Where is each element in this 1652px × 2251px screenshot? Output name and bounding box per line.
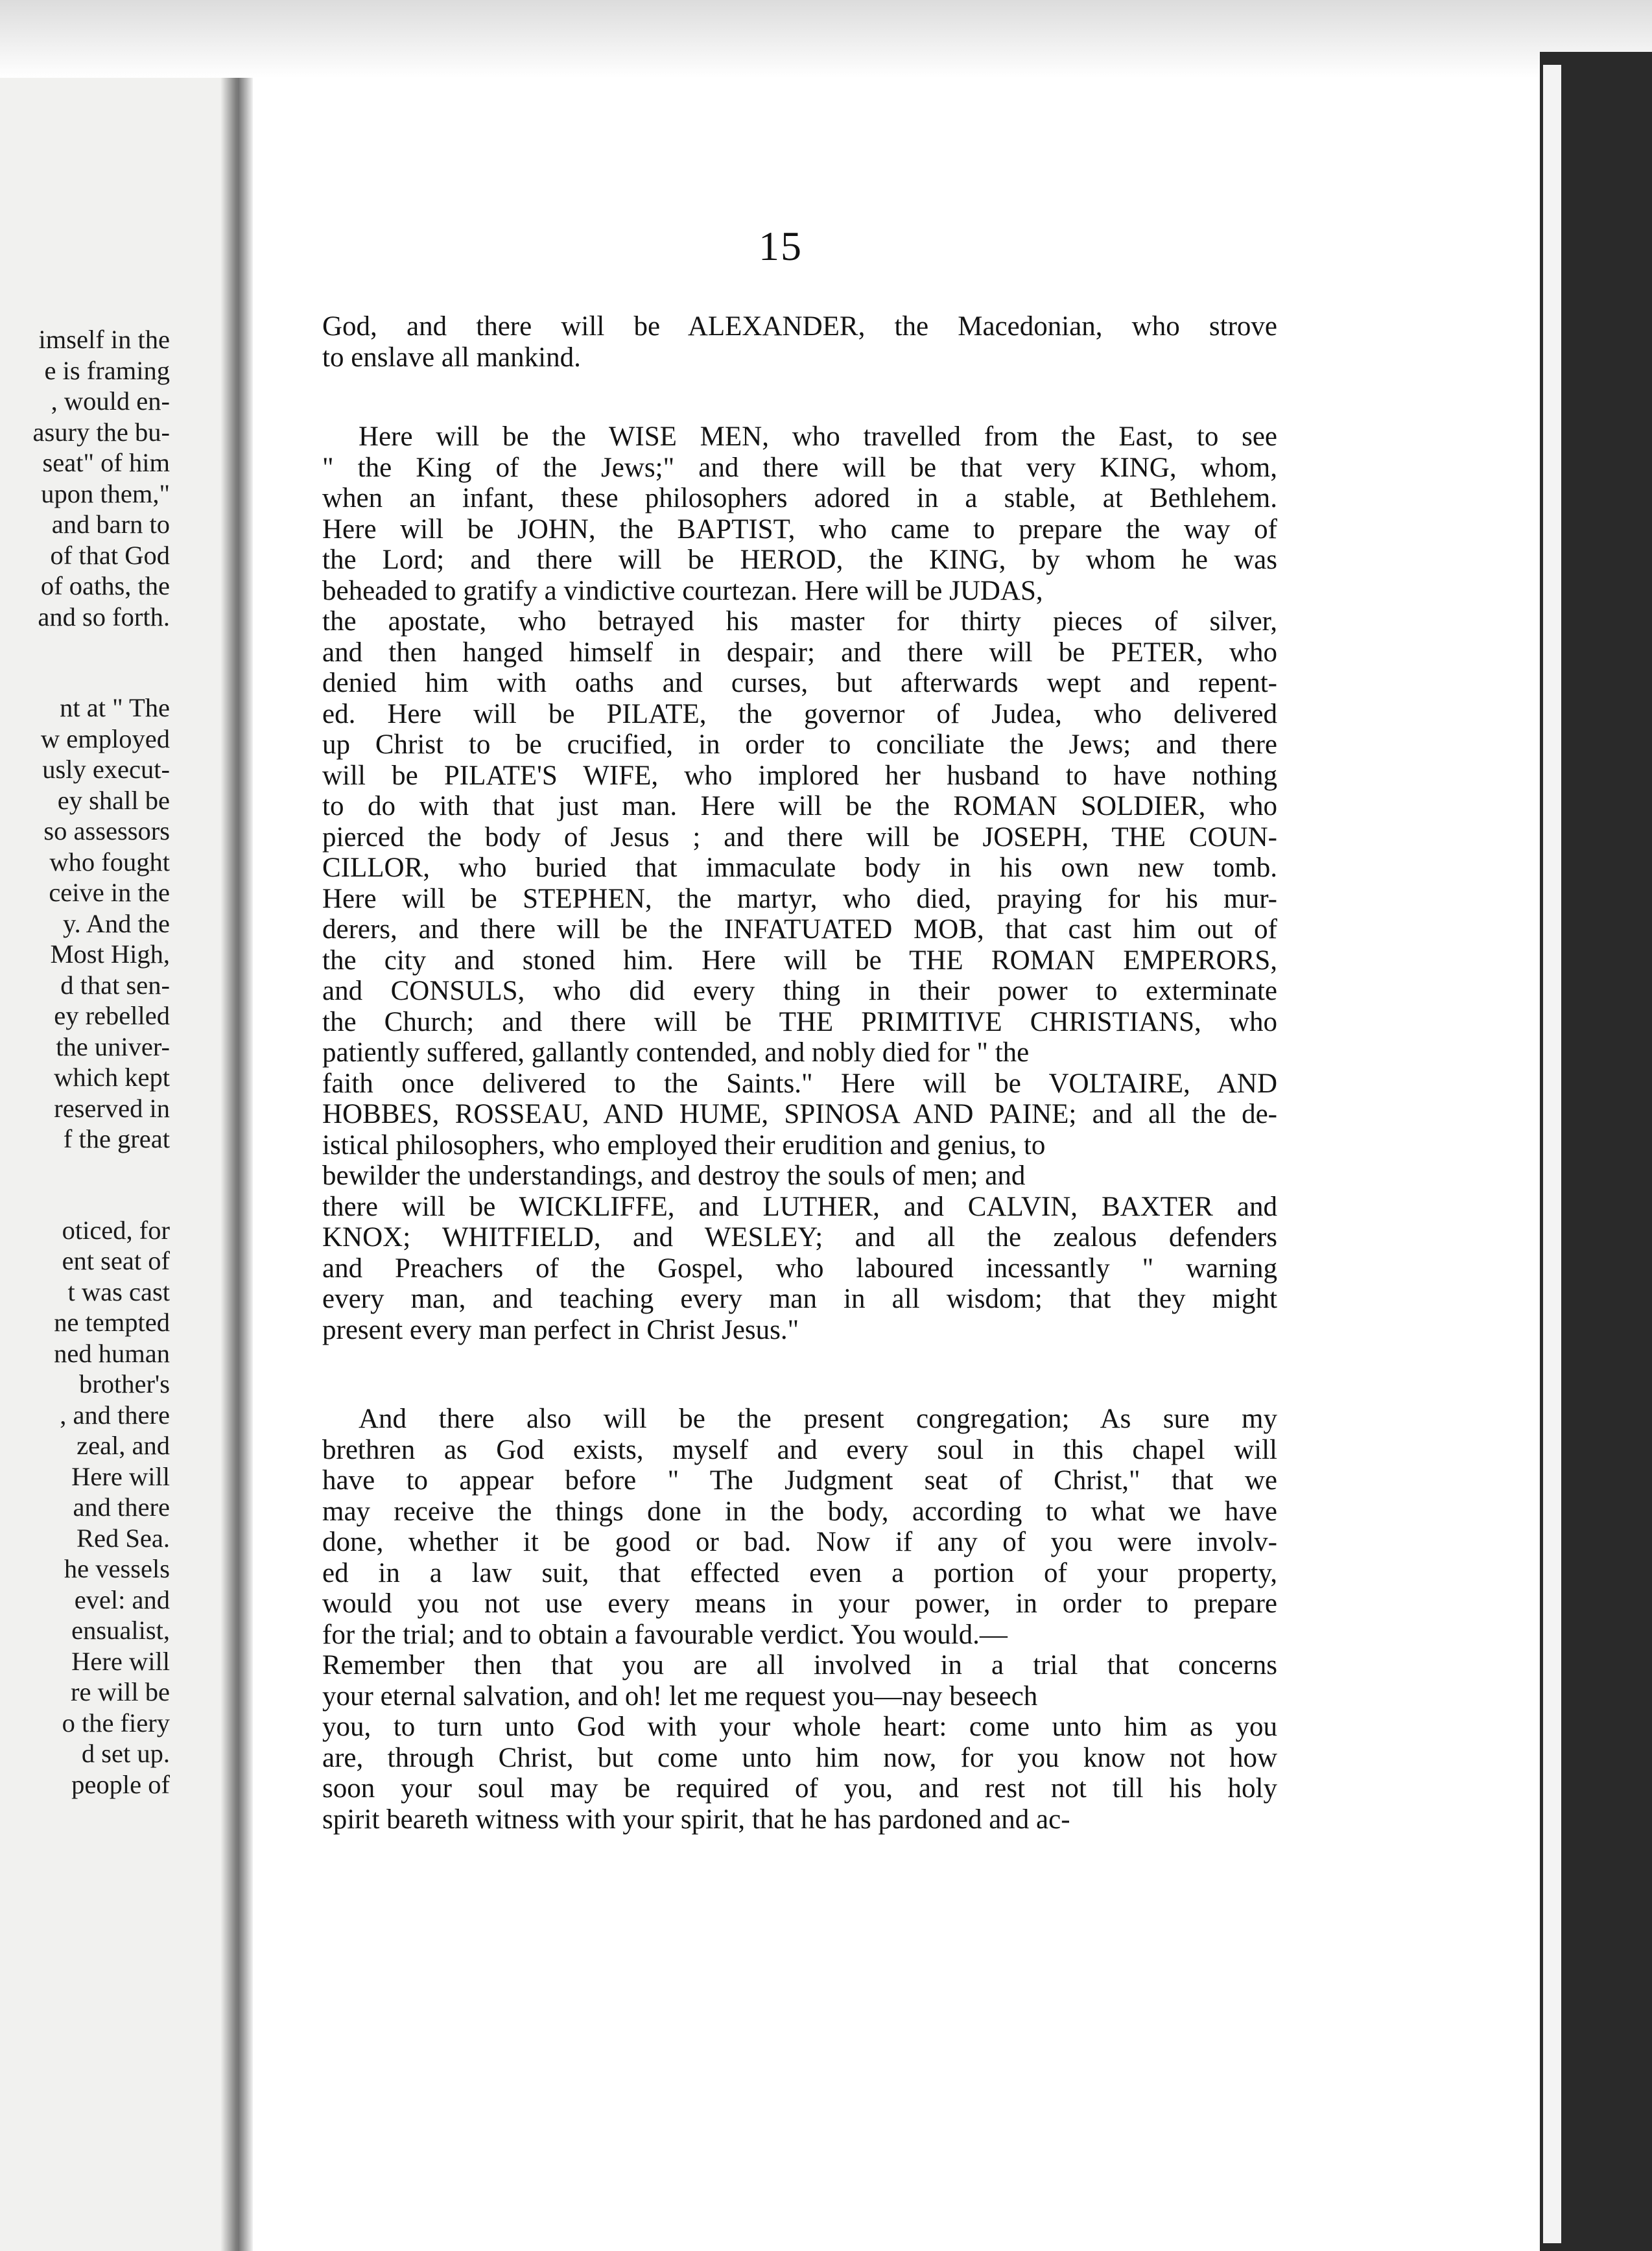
left-line: oticed, for (62, 1215, 170, 1245)
text-line: your eternal salvation, and oh! let me request you—nay beseech (322, 1680, 1038, 1712)
page-body-text (322, 311, 1277, 1835)
left-line: , would en- (51, 386, 170, 416)
text-line: faith once delivered to the Saints." Here will be VOLTAIRE, AND (322, 1068, 1277, 1099)
text-line: and Preachers of the Gospel, who laboured incessantly " warning (322, 1253, 1277, 1284)
left-line: brother's (78, 1369, 170, 1398)
text-line: istical philosophers, who employed their erudition and genius, to (322, 1129, 1046, 1161)
text-line: and CONSULS, who did every thing in their power to exterminate (322, 976, 1277, 1006)
text-line: spirit beareth witness with your spirit, that he has pardoned and ac- (322, 1804, 1070, 1835)
text-line: patiently suffered, gallantly contended, and nobly died for " the (322, 1037, 1030, 1068)
text-line: for the trial; and to obtain a favourable verdict. You would.— (322, 1619, 1008, 1650)
text-line: Here will be STEPHEN, the martyr, who died, praying for his mur- (322, 883, 1277, 914)
left-line: the univer- (56, 1031, 170, 1061)
left-line: Red Sea. (77, 1523, 170, 1553)
text-line: the Church; and there will be THE PRIMITIVE CHRISTIANS, who (322, 1006, 1277, 1037)
text-line: KNOX; WHITFIELD, and WESLEY; and all the zealous defenders (322, 1222, 1277, 1253)
text-line: the Lord; and there will be HEROD, the KING, by whom he was (322, 545, 1277, 575)
left-line: people of (71, 1769, 170, 1799)
text-line: done, whether it be good or bad. Now if any of you were involv- (322, 1527, 1277, 1557)
text-line: to enslave all mankind. (322, 342, 581, 373)
left-line: and barn to (51, 510, 170, 539)
text-line: Here will be JOHN, the BAPTIST, who came to prepare the way of (322, 513, 1277, 545)
text-line: will be PILATE'S WIFE, who implored her husband to have nothing (322, 760, 1277, 791)
text-line: denied him with oaths and curses, but afterwards wept and repent- (322, 668, 1277, 698)
left-gap (0, 1155, 170, 1215)
scan-top-border (0, 0, 1652, 78)
left-line: Here will (71, 1461, 170, 1491)
text-line: present every man perfect in Christ Jesus." (322, 1314, 799, 1345)
left-line: d that sen- (60, 970, 170, 1000)
left-line: Here will (71, 1646, 170, 1676)
left-line: which kept (54, 1063, 170, 1092)
text-line: derers, and there will be the INFATUATED MOB, that cast him out of (322, 914, 1277, 945)
text-line: CILLOR, who buried that immaculate body in his own new tomb. (322, 853, 1277, 883)
left-line: , and there (60, 1400, 170, 1430)
left-line: e is framing (44, 355, 170, 385)
text-line: HOBBES, ROSSEAU, AND HUME, SPINOSA AND PAINE; and all the de- (322, 1099, 1277, 1129)
left-line: o the fiery (62, 1708, 170, 1738)
text-line: soon your soul may be required of you, and rest not till his holy (322, 1773, 1277, 1804)
left-line: re will be (71, 1677, 170, 1706)
text-line: God, and there will be ALEXANDER, the Macedonian, who strove (322, 311, 1277, 342)
left-line: ey shall be (57, 785, 170, 815)
text-line: would you not use every means in your power, in order to prepare (322, 1588, 1277, 1619)
text-line: ed in a law suit, that effected even a portion of your property, (322, 1557, 1277, 1588)
left-line: ensualist, (71, 1616, 170, 1645)
left-line: d set up. (81, 1739, 170, 1768)
paragraph-gap (322, 1345, 1277, 1404)
text-line: and then hanged himself in despair; and there will be PETER, who (322, 637, 1277, 668)
page-edge-highlight (1543, 65, 1561, 2243)
text-line: every man, and teaching every man in all wisdom; that they might (322, 1284, 1277, 1314)
left-line: he vessels (64, 1554, 170, 1583)
text-line: when an infant, these philosophers adored in a stable, at Bethlehem. (322, 483, 1277, 513)
left-line: of that God (50, 540, 170, 570)
left-line: w employed (40, 724, 170, 753)
text-line: to do with that just man. Here will be the ROMAN SOLDIER, who (322, 791, 1277, 821)
left-line: ceive in the (49, 878, 170, 907)
text-line: have to appear before " The Judgment seat of Christ," that we (322, 1465, 1277, 1496)
left-line: nt at " The (60, 693, 170, 722)
page-number: 15 (759, 223, 803, 269)
left-line: and there (73, 1492, 170, 1522)
left-line: zeal, and (77, 1431, 170, 1460)
text-line: the city and stoned him. Here will be THE ROMAN EMPERORS, (322, 945, 1277, 976)
text-line: brethren as God exists, myself and every soul in this chapel will (322, 1434, 1277, 1465)
left-line: of oaths, the (40, 571, 170, 600)
text-line: there will be WICKLIFFE, and LUTHER, and CALVIN, BAXTER and (322, 1191, 1277, 1222)
left-line: usly execut- (42, 755, 170, 784)
left-line: ey rebelled (54, 1001, 170, 1030)
text-line: up Christ to be crucified, in order to conciliate the Jews; and there (322, 729, 1277, 760)
text-line: pierced the body of Jesus ; and there will be JOSEPH, THE COUN- (322, 821, 1277, 853)
left-line: ne tempted (54, 1308, 170, 1337)
left-line: and so forth. (38, 602, 170, 631)
left-line: seat" of him (42, 448, 170, 477)
left-line: reserved in (54, 1093, 170, 1123)
paragraph-gap (322, 373, 1277, 421)
left-line: ent seat of (62, 1246, 170, 1275)
text-line: " the King of the Jews;" and there will be that very KING, whom, (322, 452, 1277, 483)
left-line: ned human (54, 1338, 170, 1368)
left-line: imself in the (38, 325, 170, 354)
text-line: the apostate, who betrayed his master for thirty pieces of silver, (322, 606, 1277, 637)
left-line: evel: and (74, 1585, 170, 1614)
previous-page-fragment (0, 0, 237, 2251)
left-line: t was cast (67, 1277, 170, 1306)
left-line: upon them," (41, 478, 170, 508)
text-line: And there also will be the present congregation; As sure my (359, 1404, 1277, 1434)
text-line: bewilder the understandings, and destroy the souls of men; and (322, 1161, 1026, 1191)
text-line: ed. Here will be PILATE, the governor of Judea, who delivered (322, 698, 1277, 729)
left-gap (0, 632, 170, 692)
left-line: f the great (63, 1124, 170, 1153)
left-line: so assessors (43, 816, 170, 845)
text-line: you, to turn unto God with your whole heart: come unto him as you (322, 1712, 1277, 1742)
left-line: asury the bu- (32, 417, 170, 447)
text-line: Remember then that you are all involved in a trial that concerns (322, 1650, 1277, 1680)
left-line: y. And the (63, 908, 170, 938)
text-line: are, through Christ, but come unto him now, for you know not how (322, 1742, 1277, 1773)
gutter-shadow (220, 0, 253, 2251)
text-line: Here will be the WISE MEN, who travelled from the East, to see (359, 421, 1277, 452)
previous-page-text (0, 324, 170, 1800)
left-line: Most High, (50, 939, 170, 969)
text-line: beheaded to gratify a vindictive courtezan. Here will be JUDAS, (322, 575, 1043, 606)
text-line: may receive the things done in the body, according to what we have (322, 1496, 1277, 1527)
left-line: who fought (49, 847, 170, 877)
